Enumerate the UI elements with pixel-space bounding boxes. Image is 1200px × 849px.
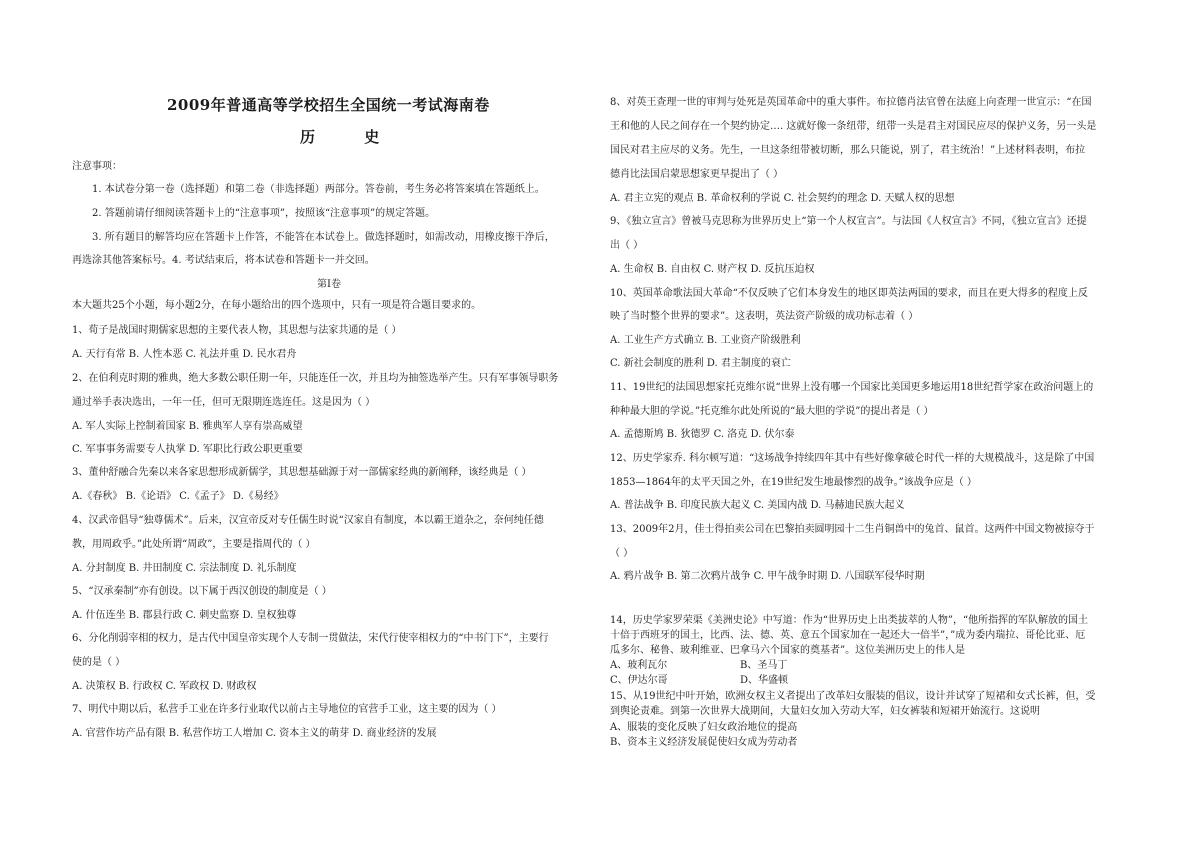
q14-options-row — [610, 674, 788, 688]
option-line: A. 普法战争 B. 印度民族大起义 C. 美国内战 D. 马赫迪民族大起义 — [610, 500, 905, 511]
question-line: 4、汉武帝倡导“独尊儒术”。后来，汉宣帝反对专任儒生时说“汉家自有制度，本以霸王道杂之，奈何纯任德 — [72, 515, 544, 526]
option-line: A. 军人实际上控制着国家 B. 雅典军人享有崇高威望 — [72, 421, 303, 432]
question-line: 11、19世纪的法国思想家托克维尔说“世界上没有哪一个国家比美国更多地运用18世纪哲学家在政治问题上的 — [610, 382, 1094, 393]
question-line: 德肖比法国启蒙思想家更早提出了（ ） — [610, 169, 784, 180]
question-line: 教，用周政乎。”此处所谓“周政”，主要是指周代的（ ） — [72, 539, 316, 550]
option-line: C. 新社会制度的胜利 D. 君主制度的衰亡 — [610, 358, 791, 369]
section-title: 第Ⅰ卷 — [317, 279, 341, 290]
notice-heading: 注意事项： — [72, 161, 122, 172]
question-line: 6、分化削弱宰相的权力，是古代中国皇帝实现个人专制一贯做法，宋代行使宰相权力的“中书门下”，主要行 — [72, 633, 549, 644]
option-line: A.《春秋》 B.《论语》 C.《孟子》 D.《易经》 — [72, 491, 284, 502]
question-line: 14，历史学家罗荣渠《美洲史论》中写道：作为“世界历史上出类拔萃的人物”，“他所指挥的军队解放的国土 — [610, 615, 1089, 626]
question-line: 7、明代中期以后，私营手工业在许多行业取代以前占主导地位的官营手工业，这主要的因为（ ） — [72, 704, 502, 715]
option-line: A. 孟德斯鸠 B. 狄德罗 C. 洛克 D. 伏尔泰 — [610, 429, 795, 440]
option-line: B、资本主义经济发展促使妇女成为劳动者 — [610, 737, 798, 748]
question-line: 出（ ） — [610, 240, 644, 251]
question-line: 8、对英王查理一世的审判与处死是英国革命中的重大事件。布拉德肖法官曾在法庭上向查理一世宣示：“在国 — [610, 97, 1092, 108]
question-line: 使的是（ ） — [72, 657, 126, 668]
question-line: 5、“汉承秦制”亦有创设。以下属于西汉创设的制度是（ ） — [72, 586, 332, 597]
notice-item: 3. 所有题目的解答均应在答题卡上作答，不能答在本试卷上。做选择题时，如需改动，用橡皮擦干净后， — [92, 232, 555, 243]
page-title: 2009年普通高等学校招生全国统一考试海南卷 — [167, 96, 490, 114]
question-line: 瓜多尔、秘鲁、玻利维亚、巴拿马六个国家的奠基者”。这位美洲历史上的伟人是 — [610, 645, 966, 656]
question-line: （ ） — [610, 548, 634, 559]
question-line: 12、历史学家乔. 科尔顿写道：“这场战争持续四年其中有些好像拿破仑时代一样的大规模战斗，这是除了中国 — [610, 453, 1095, 464]
question-line: 15、从19世纪中叶开始，欧洲女权主义者提出了改革妇女服装的倡议，设计并试穿了短裙和女式长裤，但，受 — [610, 691, 1096, 702]
option-item: A、玻利瓦尔 — [610, 660, 668, 671]
question-line: 王和他的人民之间存在一个契约协定…. 这就好像一条纽带，纽带一头是君主对国民应尽的保护义务，另一头是 — [610, 121, 1097, 132]
question-line: 13、2009年2月，佳士得拍卖公司在巴黎拍卖圆明园十二生肖铜兽中的兔首、鼠首。这两件中国文物被掠夺于 — [610, 524, 1095, 535]
option-line: A、服装的变化反映了妇女政治地位的提高 — [610, 722, 798, 733]
question-line: 到舆论责难。到第一次世界大战期间，大量妇女加入劳动大军，妇女裤装和短裙开始流行。这说明 — [610, 706, 1040, 717]
subject-title: 历 史 — [300, 128, 402, 146]
section-intro: 本大题共25个小题，每小题2分，在每小题给出的四个选项中，只有一项是符合题目要求的。 — [72, 300, 482, 311]
question-line: 通过举手表决选出，一年一任，但可无限期连选连任。这是因为（ ） — [72, 397, 376, 408]
option-item: C、伊达尔哥 — [610, 675, 668, 686]
question-line: 9、《独立宣言》曾被马克思称为世界历史上“第一个人权宣言”。与法国《人权宣言》不同，《独立宣言》还提 — [610, 216, 1087, 227]
notice-item: 再选涂其他答案标号。4. 考试结束后，将本试卷和答题卡一并交回。 — [72, 255, 375, 266]
notice-item: 2. 答题前请仔细阅读答题卡上的“注意事项”，按照该“注意事项”的规定答题。 — [92, 208, 436, 219]
notice-item: 1. 本试卷分第一卷（选择题）和第二卷（非选择题）两部分。答卷前，考生务必将答案填在答题纸上。 — [92, 184, 545, 195]
question-line: 映了当时整个世界的要求”。这表明，英法资产阶级的成功标志着（ ） — [610, 311, 919, 322]
option-line: C. 军事事务需要专人执掌 D. 军职比行政公职更重要 — [72, 444, 303, 455]
question-line: 1、荀子是战国时期儒家思想的主要代表人物，其思想与法家共通的是（ ） — [72, 325, 402, 336]
question-line: 十倍于西班牙的国土，比西、法、德、英、意五个国家加在一起还大一倍半”，”成为委内瑞拉、哥伦比亚、厄 — [610, 630, 1086, 641]
option-line: A. 君主立宪的观点 B. 革命权利的学说 C. 社会契约的理念 D. 天赋人权的思想 — [610, 193, 955, 204]
option-line: A. 鸦片战争 B. 第二次鸦片战争 C. 甲午战争时期 D. 八国联军侵华时期 — [610, 571, 925, 582]
option-line: A. 决策权 B. 行政权 C. 军政权 D. 财政权 — [72, 681, 257, 692]
question-line: 种种最大胆的学说。”托克维尔此处所说的“最大胆的学说”的提出者是（ ） — [610, 406, 934, 417]
question-line: 2、在伯利克时期的雅典，绝大多数公职任期一年，只能连任一次，并且均为抽签选举产生。只有军事领导职务 — [72, 373, 559, 384]
option-item: D、华盛顿 — [740, 675, 789, 686]
option-item: B、圣马丁 — [740, 660, 788, 671]
option-line: A. 生命权 B. 自由权 C. 财产权 D. 反抗压迫权 — [610, 264, 815, 275]
option-line: A. 分封制度 B. 井田制度 C. 宗法制度 D. 礼乐制度 — [72, 563, 297, 574]
question-line: 1853—1864年的太平天国之外，在19世纪发生地最惨烈的战争。”该战争应是（ ） — [610, 477, 977, 488]
question-line: 3、董仲舒融合先秦以来各家思想形成新儒学，其思想基础源于对一部儒家经典的新阐释，该经典是（ ） — [72, 467, 532, 478]
question-line: 10、英国革命歌法国大革命“不仅反映了它们本身发生的地区即英法两国的要求，而且在更大得多的程度上反 — [610, 288, 1088, 299]
option-line: A. 官营作坊产品有限 B. 私营作坊工人增加 C. 资本主义的萌芽 D. 商业经济的发展 — [72, 728, 437, 739]
option-line: A. 天行有常 B. 人性本恶 C. 礼法并重 D. 民水君舟 — [72, 349, 297, 360]
option-line: A. 工业生产方式确立 B. 工业资产阶级胜利 — [610, 335, 801, 346]
question-line: 国民对君主应尽的义务。先生，一旦这条纽带被切断，那么只能说，别了，君主统治！”上述材料表明，布拉 — [610, 145, 1086, 156]
option-line: A. 什伍连坐 B. 郡县行政 C. 刺史监察 D. 皇权独尊 — [72, 610, 297, 621]
q14-options-row — [610, 659, 787, 673]
